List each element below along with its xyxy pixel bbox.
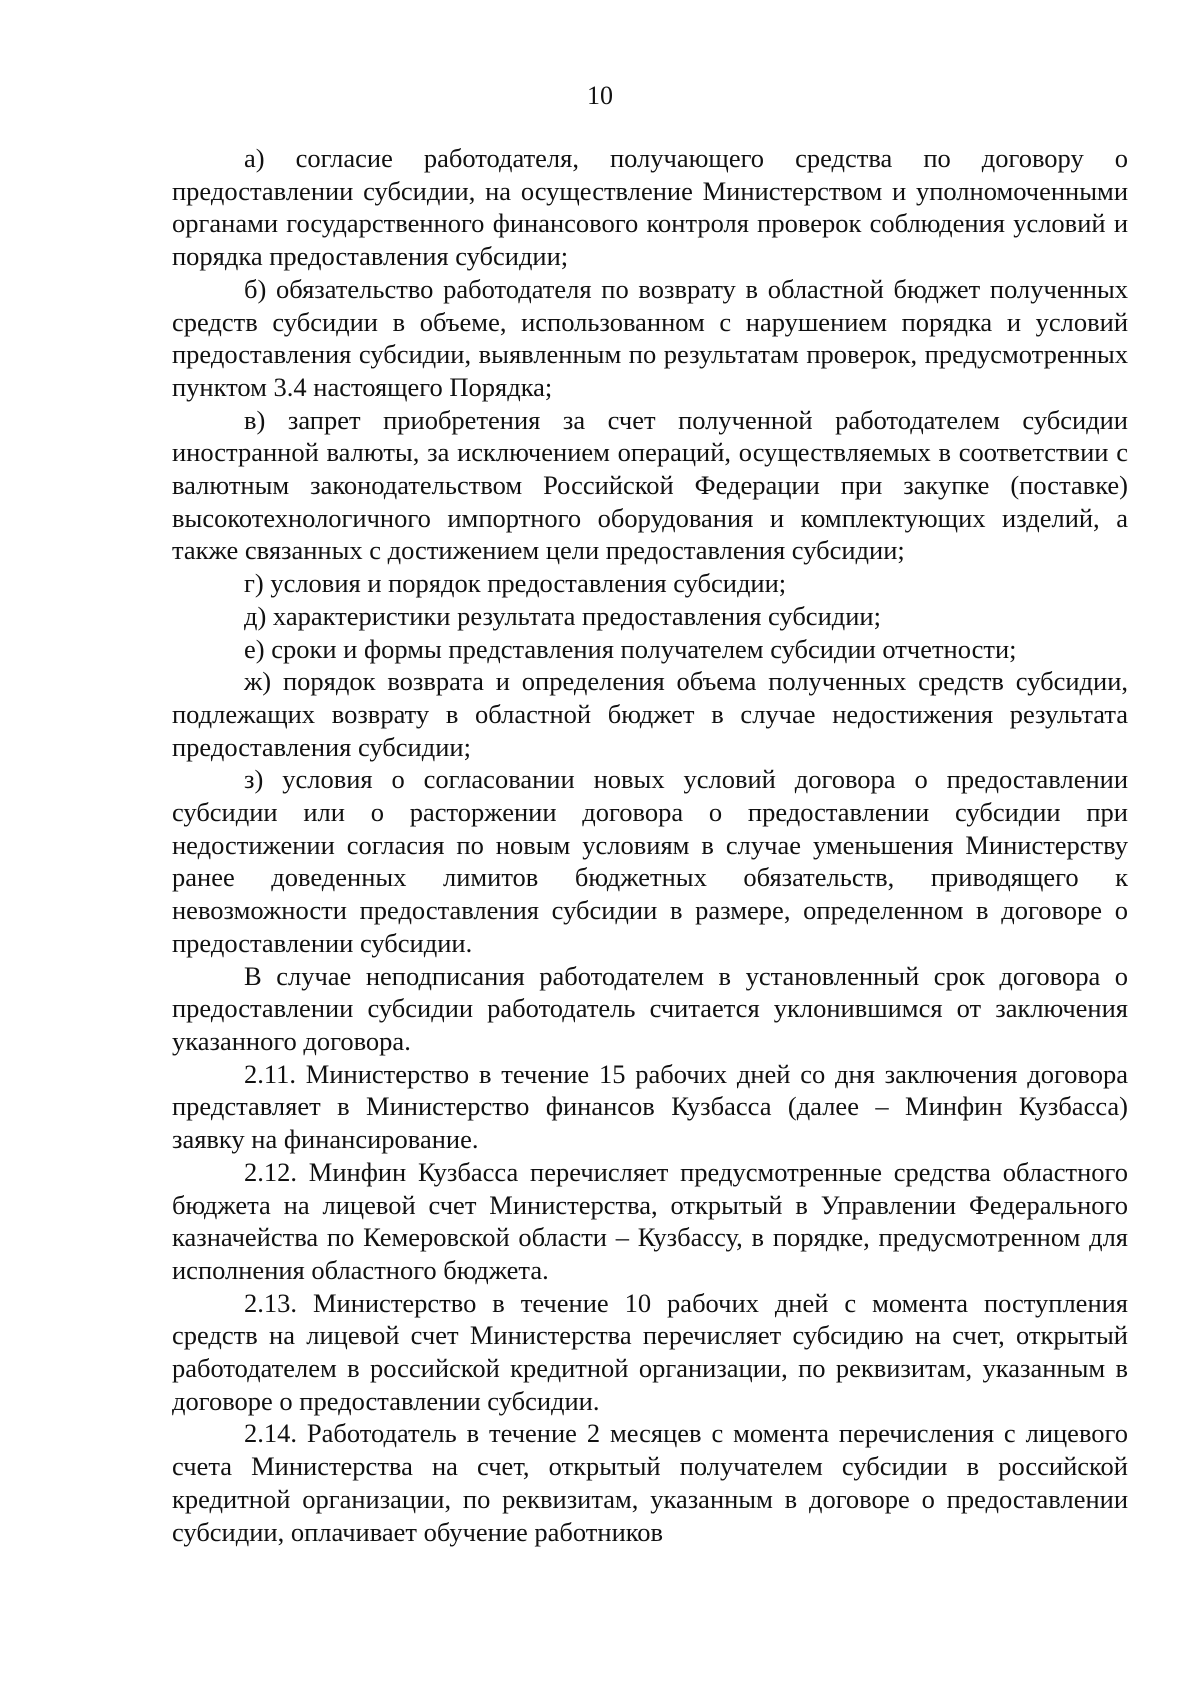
paragraph-reporting-item-e: е) сроки и формы представления получателем субсидии отчетности; — [244, 633, 1017, 664]
paragraph-clause-2-12: 2.12. Минфин Кузбасса перечисляет предусмотренные средства областного бюджета на лицевой счет Министерства, открытый в Управлении Федерального казначейства по Кемеровской области – Кузбассу, в порядке, предусмотренном для исполнения областного бюджета. — [172, 1156, 1128, 1285]
document-body — [172, 142, 1128, 1548]
paragraph-obligation-item-b: б) обязательство работодателя по возврату в областной бюджет полученных средств субсидии в объеме, использованном с нарушением порядка и условий предоставления субсидии, выявленным по результатам проверок, предусмотренных пунктом 3.4 настоящего Порядка; — [172, 273, 1128, 402]
paragraph-clause-2-11: 2.11. Министерство в течение 15 рабочих дней со дня заключения договора представляет в Министерство финансов Кузбасса (далее – Минфин Кузбасса) заявку на финансирование. — [172, 1058, 1128, 1155]
paragraph-result-item-d: д) характеристики результата предоставления субсидии; — [244, 600, 881, 631]
paragraph-currency-ban-item-v: в) запрет приобретения за счет полученной работодателем субсидии иностранной валюты, за исключением операций, осуществляемых в соответствии с валютным законодательством Российской Федерации при закупке (поставке) высокотехнологичного импортного оборудования и комплектующих изделий, а также связанных с достижением цели предоставления субсидии; — [172, 404, 1128, 566]
paragraph-clause-2-13: 2.13. Министерство в течение 10 рабочих дней с момента поступления средств на лицевой счет Министерства перечисляет субсидию на счет, открытый работодателем в российской кредитной организации, по реквизитам, указанным в договоре о предоставлении субсидии. — [172, 1287, 1128, 1416]
paragraph-clause-2-14: 2.14. Работодатель в течение 2 месяцев с момента перечисления с лицевого счета Министерства на счет, открытый получателем субсидии в российской кредитной организации, по реквизитам, указанным в договоре о предоставлении субсидии, оплачивает обучение работников — [172, 1418, 1128, 1547]
page-number: 10 — [587, 81, 613, 110]
paragraph-unsigned-contract: В случае неподписания работодателем в установленный срок договора о предоставлении субсидии работодатель считается уклонившимся от заключения указанного договора. — [172, 960, 1128, 1056]
paragraph-consent-item-a: а) согласие работодателя, получающего средства по договору о предоставлении субсидии, на осуществление Министерством и уполномоченными органами государственного финансового контроля проверок соблюдения условий и порядка предоставления субсидии; — [172, 143, 1128, 272]
paragraph-amendment-item-z: з) условия о согласовании новых условий договора о предоставлении субсидии или о расторжении договора о предоставлении субсидии при недостижении согласия по новым условиям в случае уменьшения Министерству ранее доведенных лимитов бюджетных обязательств, приводящего к невозможности предоставления субсидии в размере, определенном в договоре о предоставлении субсидии. — [172, 764, 1128, 958]
paragraph-refund-item-zh: ж) порядок возврата и определения объема полученных средств субсидии, подлежащих возврату в областной бюджет в случае недостижения результата предоставления субсидии; — [172, 666, 1128, 762]
paragraph-conditions-item-g: г) условия и порядок предоставления субсидии; — [244, 568, 787, 599]
